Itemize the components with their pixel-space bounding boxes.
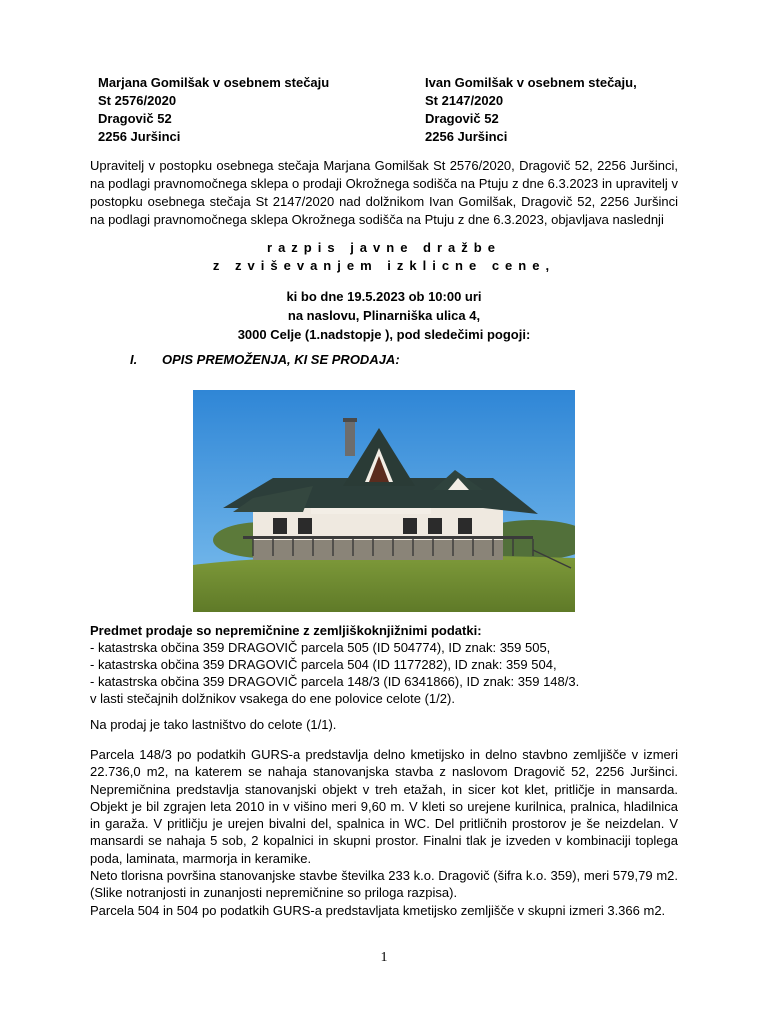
- city: 2256 Juršinci: [98, 129, 181, 144]
- auction-address: na naslovu, Plinarniška ulica 4,: [287, 308, 481, 323]
- auction-subtitle: z zviševanjem izklicne cene,: [212, 258, 556, 273]
- list-item: - katastrska občina 359 DRAGOVIČ parcela 504 (ID 1177282), ID znak: 359 504,: [90, 657, 557, 672]
- page-number: 1: [380, 950, 388, 965]
- debtor-name: Marjana Gomilšak v osebnem stečaju: [98, 75, 330, 90]
- list-item: - katastrska občina 359 DRAGOVIČ parcela 148/3 (ID 6341866), ID znak: 359 148/3.: [90, 674, 580, 689]
- description-paragraph: Parcela 504 in 504 po podatkih GURS-a predstavljata kmetijsko zemljišče v skupni izmeri 3.366 m2.: [90, 902, 666, 918]
- auction-date: ki bo dne 19.5.2023 ob 10:00 uri: [286, 289, 482, 304]
- description-paragraph: Parcela 148/3 po podatkih GURS-a predstavlja delno kmetijsko in delno stavbno zemljišče v izmeri 22.736,0 m2, na katerem se nahaja stanovanjska stavba z naslovom Dragovič 52, 2256 Juršinci. Nepremičnina predstavlja stanovanjski objekt v treh etažah, in sicer kot klet, pritličje in mansarda. Objekt je bil zgrajen leta 2010 in v višino meri 9,60 m. V kleti so urejene kurilnica, pralnica, hladilnica in garaža. V pritličju je urejen bivalni del, spalnica in WC. Del pritličnih prostorov je še neizdelan. V mansardi se nahaja 5 sob, 2 kopalnici in skupni prostor. Finalni tlak je izveden v kombinaciji toplega poda, laminata, marmorja in keramike.: [90, 747, 678, 866]
- debtor-address-left: [98, 74, 329, 146]
- auction-city: 3000 Celje (1.nadstopje ), pod sledečimi pogoji:: [237, 327, 531, 342]
- ownership-note: Na prodaj je tako lastništvo do celote (1/1).: [90, 717, 337, 732]
- house-photo: [193, 390, 575, 612]
- debtor-name: Ivan Gomilšak v osebnem stečaju,: [425, 75, 637, 90]
- street: Dragovič 52: [98, 111, 172, 126]
- city: 2256 Juršinci: [425, 129, 508, 144]
- list-item: - katastrska občina 359 DRAGOVIČ parcela 505 (ID 504774), ID znak: 359 505,: [90, 640, 551, 655]
- auction-details: [0, 287, 768, 344]
- street: Dragovič 52: [425, 111, 499, 126]
- section-heading: [130, 352, 400, 367]
- property-description: [90, 746, 678, 919]
- case-number: St 2147/2020: [425, 93, 504, 108]
- ownership-share: v lasti stečajnih dolžnikov vsakega do ene polovice celote (1/2).: [90, 691, 455, 706]
- section-title: OPIS PREMOŽENJA, KI SE PRODAJA:: [162, 352, 400, 367]
- description-paragraph: Neto tlorisna površina stanovanjske stavbe številka 233 k.o. Dragovič (šifra k.o. 359), meri 579,79 m2. (Slike notranjosti in zunanjosti nepremičnine so priloga razpisa).: [90, 868, 678, 901]
- case-number: St 2576/2020: [98, 93, 177, 108]
- intro-paragraph: Upravitelj v postopku osebnega stečaja Marjana Gomilšak St 2576/2020, Dragovič 52, 2256 Juršinci, na podlagi pravnomočnega sklepa o prodaji Okrožnega sodišča na Ptuju z dne 6.3.2023 in upravitelj v postopku osebnega stečaja St 2147/2020 nad dolžnikom Ivan Gomilšak, Dragovič 52, 2256 Juršinci na podlagi pravnomočnega sklepa Okrožnega sodišča na Ptuju z dne 6.3.2023, objavljava naslednji: [90, 158, 678, 227]
- property-list: [90, 622, 690, 707]
- debtor-address-right: [425, 74, 637, 146]
- section-number: I.: [130, 352, 138, 367]
- property-lead: Predmet prodaje so nepremičnine z zemljiškoknjižnimi podatki:: [90, 623, 482, 638]
- auction-title: razpis javne dražbe: [267, 240, 501, 255]
